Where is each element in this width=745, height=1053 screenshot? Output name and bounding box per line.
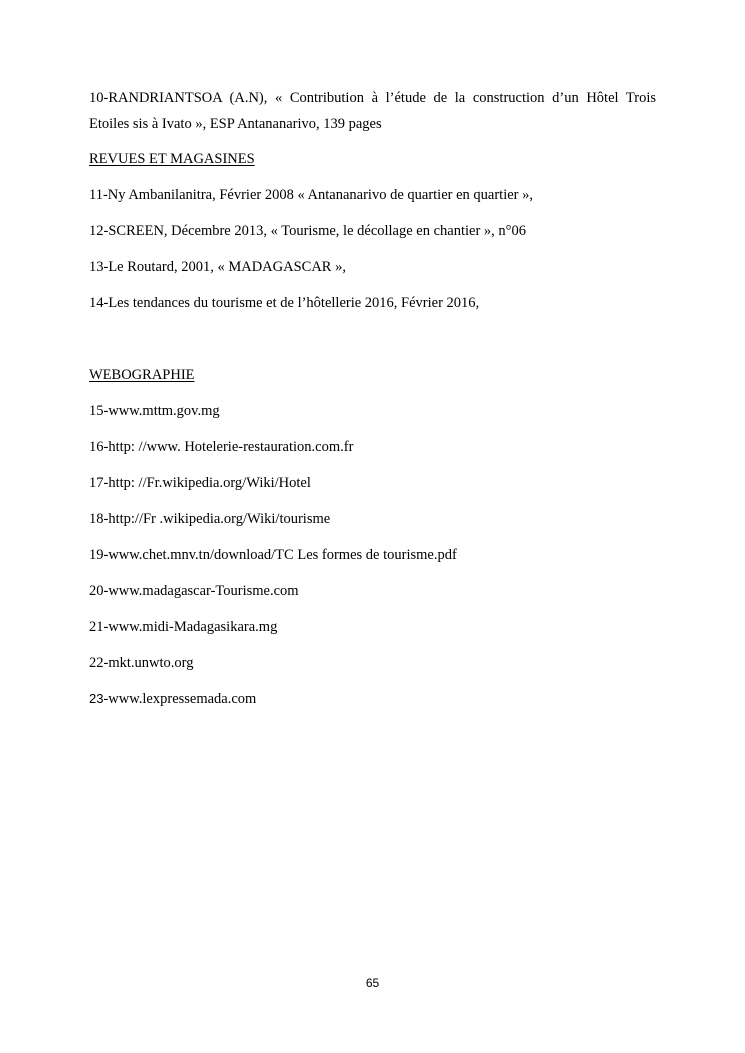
reference-21: 21-www.midi-Madagasikara.mg [89, 619, 278, 635]
reference-11: 11-Ny Ambanilanitra, Février 2008 « Antananarivo de quartier en quartier », [89, 187, 533, 203]
reference-16: 16-http: //www. Hotelerie-restauration.com.fr [89, 439, 354, 455]
reference-12: 12-SCREEN, Décembre 2013, « Tourisme, le décollage en chantier », n°06 [89, 223, 526, 239]
reference-13: 13-Le Routard, 2001, « MADAGASCAR », [89, 259, 346, 275]
page-number: 65 [365, 976, 380, 990]
reference-10-line-1: 10-RANDRIANTSOA (A.N), « Contribution à l’étude de la construction d’un Hôtel Trois [89, 90, 656, 106]
webographie-heading: WEBOGRAPHIE [89, 367, 195, 383]
revues-heading: REVUES ET MAGASINES [89, 151, 255, 167]
reference-15: 15-www.mttm.gov.mg [89, 403, 220, 419]
reference-10-line-2: Etoiles sis à Ivato », ESP Antananarivo, 139 pages [89, 116, 382, 132]
reference-19: 19-www.chet.mnv.tn/download/TC Les formes de tourisme.pdf [89, 547, 457, 563]
reference-23 [89, 690, 256, 708]
reference-23-number: 23 [89, 691, 104, 706]
reference-23-text: -www.lexpressemada.com [103, 691, 257, 707]
reference-18: 18-http://Fr .wikipedia.org/Wiki/tourisme [89, 511, 331, 527]
reference-17: 17-http: //Fr.wikipedia.org/Wiki/Hotel [89, 475, 311, 491]
reference-14: 14-Les tendances du tourisme et de l’hôtellerie 2016, Février 2016, [89, 295, 480, 311]
reference-22: 22-mkt.unwto.org [89, 655, 194, 671]
reference-20: 20-www.madagascar-Tourisme.com [89, 583, 299, 599]
